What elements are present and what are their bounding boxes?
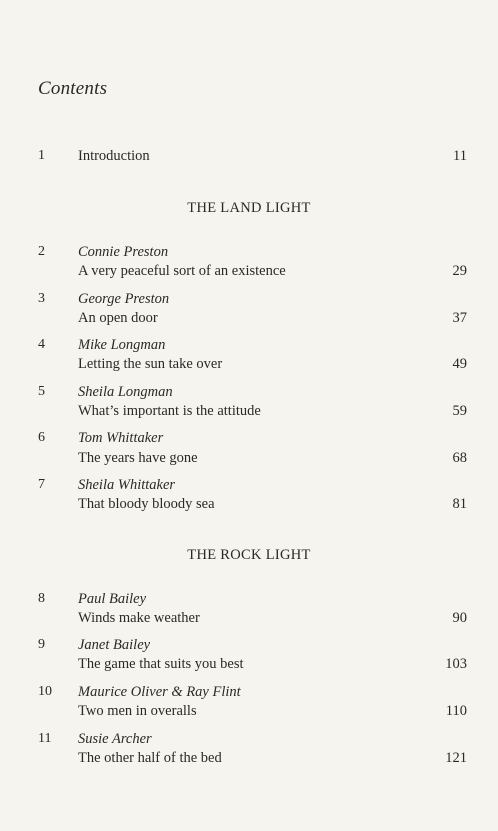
chapter-author: Janet Bailey <box>78 637 151 653</box>
chapter-number: 2 <box>38 244 45 259</box>
chapter-author: Paul Bailey <box>78 591 147 607</box>
toc-entry <box>0 637 498 657</box>
section-heading-rock-light: THE ROCK LIGHT <box>187 547 311 563</box>
toc-entry <box>0 291 498 311</box>
chapter-author: Susie Archer <box>78 731 152 747</box>
page-number: 121 <box>445 750 467 766</box>
section-heading-land-light: THE LAND LIGHT <box>187 200 311 216</box>
toc-entry-title-row <box>0 496 498 516</box>
page-number: 11 <box>453 148 467 164</box>
toc-entry <box>0 384 498 404</box>
chapter-number: 3 <box>38 291 45 306</box>
toc-entry-title-row <box>0 403 498 423</box>
page-number: 59 <box>452 403 467 419</box>
toc-entry <box>0 684 498 704</box>
chapter-title: Introduction <box>78 148 150 164</box>
page-title: Contents <box>38 78 108 99</box>
chapter-title: Letting the sun take over <box>78 356 223 372</box>
chapter-title: What’s important is the attitude <box>78 403 261 419</box>
toc-entry-title-row <box>0 356 498 376</box>
chapter-number: 6 <box>38 430 45 445</box>
toc-entry <box>0 337 498 357</box>
chapter-title: That bloody bloody sea <box>78 496 215 512</box>
toc-entry-introduction <box>0 148 498 168</box>
page-number: 49 <box>452 356 467 372</box>
chapter-number: 4 <box>38 337 45 352</box>
chapter-number: 11 <box>38 731 52 746</box>
toc-entry <box>0 244 498 264</box>
page-number: 90 <box>452 610 467 626</box>
page-number: 103 <box>445 656 467 672</box>
chapter-author: Sheila Longman <box>78 384 173 400</box>
chapter-title: The game that suits you best <box>78 656 244 672</box>
toc-entry-title-row <box>0 703 498 723</box>
chapter-title: An open door <box>78 310 158 326</box>
chapter-number: 7 <box>38 477 45 492</box>
chapter-number: 1 <box>38 148 45 163</box>
chapter-author: Sheila Whittaker <box>78 477 176 493</box>
chapter-title: The years have gone <box>78 450 198 466</box>
page-number: 81 <box>452 496 467 512</box>
chapter-number: 10 <box>38 684 52 699</box>
toc-entry-title-row <box>0 450 498 470</box>
chapter-number: 5 <box>38 384 45 399</box>
toc-entry <box>0 477 498 497</box>
page-number: 37 <box>452 310 467 326</box>
chapter-number: 9 <box>38 637 45 652</box>
chapter-title: Winds make weather <box>78 610 200 626</box>
chapter-title: Two men in overalls <box>78 703 197 719</box>
chapter-author: Tom Whittaker <box>78 430 164 446</box>
chapter-author: Maurice Oliver & Ray Flint <box>78 684 241 700</box>
toc-entry <box>0 591 498 611</box>
page-number: 68 <box>452 450 467 466</box>
toc-entry <box>0 430 498 450</box>
chapter-title: A very peaceful sort of an existence <box>78 263 286 279</box>
page-number: 29 <box>452 263 467 279</box>
toc-entry-title-row <box>0 310 498 330</box>
chapter-number: 8 <box>38 591 45 606</box>
page-number: 110 <box>445 703 467 719</box>
chapter-author: George Preston <box>78 291 170 307</box>
toc-entry-title-row <box>0 750 498 770</box>
toc-entry <box>0 731 498 751</box>
chapter-author: Connie Preston <box>78 244 169 260</box>
chapter-author: Mike Longman <box>78 337 166 353</box>
chapter-title: The other half of the bed <box>78 750 222 766</box>
toc-entry-title-row <box>0 656 498 676</box>
toc-entry-title-row <box>0 610 498 630</box>
toc-entry-title-row <box>0 263 498 283</box>
